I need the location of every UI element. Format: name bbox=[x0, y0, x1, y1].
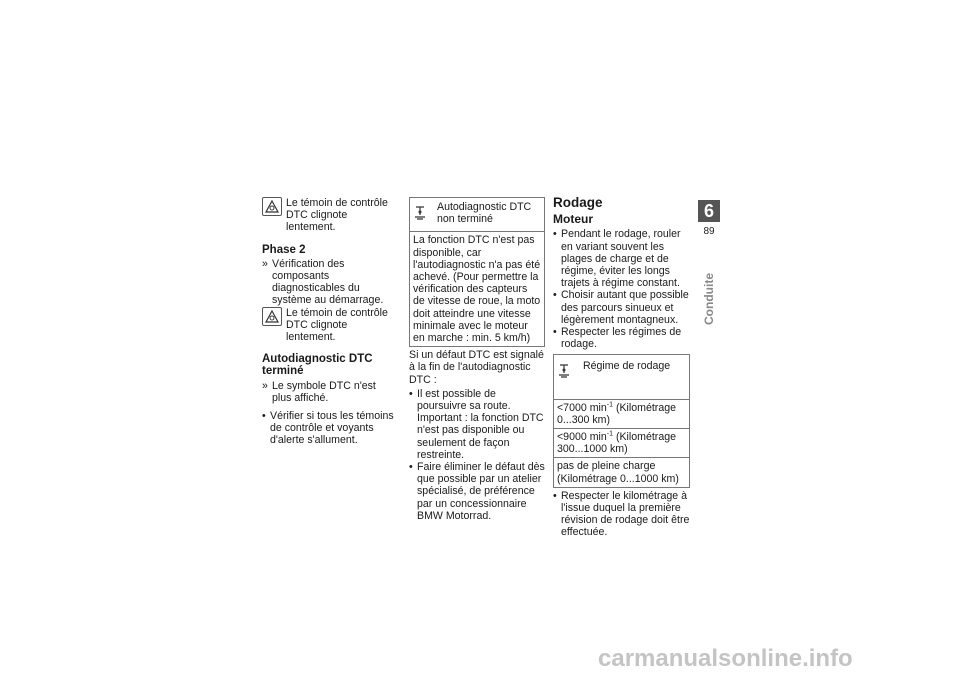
table-header-row bbox=[410, 198, 544, 231]
autodiag-heading: Autodiagnostic DTC terminé bbox=[262, 353, 373, 378]
table-header-text: Régime de rodage bbox=[583, 360, 671, 373]
chapter-number: 6 bbox=[698, 200, 720, 222]
superscript: -1 bbox=[606, 430, 614, 438]
bullet-icon: • bbox=[409, 461, 413, 474]
gauge-icon bbox=[557, 360, 583, 382]
list-item bbox=[262, 410, 394, 447]
list-item-text: Faire éliminer le défaut dès que possible par un atelier spécialisé, de préférence par un concessionnaire BMW Motorrad. bbox=[417, 461, 545, 522]
section-title: Rodage bbox=[553, 195, 603, 210]
page-number: 89 bbox=[703, 226, 715, 237]
bullet-icon: • bbox=[553, 289, 557, 302]
table-cell-a: <9000 min bbox=[557, 431, 607, 444]
list-item bbox=[409, 461, 545, 522]
table-cell-b: (Kilométrage 300...1000 km) bbox=[557, 431, 677, 456]
list-item bbox=[553, 490, 690, 539]
table-row bbox=[554, 399, 689, 428]
list-item-text: Il est possible de poursuivre sa route. Important : la fonction DTC n'est pas disponible ou seulement de façon restreinte. bbox=[417, 387, 544, 461]
table-header-row bbox=[554, 355, 689, 398]
table-cell-a: <7000 min bbox=[557, 401, 607, 414]
warning-text: Le témoin de contrôle DTC clignote lentement. bbox=[286, 306, 388, 344]
warning-triangle-icon bbox=[262, 307, 282, 326]
list-item bbox=[553, 326, 690, 350]
result-item bbox=[262, 258, 394, 307]
paragraph: Si un défaut DTC est signalé à la fin de l'autodiagnostic DTC : bbox=[409, 349, 544, 386]
table-header-text: Autodiagnostic DTC non terminé bbox=[437, 201, 532, 226]
info-table bbox=[409, 197, 545, 347]
column-3 bbox=[553, 197, 690, 539]
bullet-icon: • bbox=[553, 228, 557, 241]
result-text: Vérification des composants diagnosticables du système au démarrage. bbox=[272, 257, 384, 307]
column-2 bbox=[409, 197, 545, 522]
watermark: carmanualsonline.info bbox=[598, 645, 853, 672]
phase-2-heading: Phase 2 bbox=[262, 243, 306, 256]
list-item bbox=[553, 289, 690, 326]
warning-note-2 bbox=[262, 307, 394, 344]
list-item-text: Vérifier si tous les témoins de contrôle et voyants d'alerte s'allument. bbox=[270, 410, 394, 447]
arrow-icon: » bbox=[262, 379, 268, 392]
bullet-icon: • bbox=[553, 326, 557, 339]
result-text: Le symbole DTC n'est plus affiché. bbox=[272, 379, 376, 404]
table-body-row: La fonction DTC n'est pas disponible, car l'autodiagnostic n'a pas été achevé. (Pour permettre la vérification des capteurs de vitesse de roue, la moto doit atteindre une vitesse minimale avec le moteur en marche : min. 5 km/h) bbox=[410, 231, 544, 346]
list-item-text: Respecter le kilométrage à l'issue duquel la première révision de rodage doit être effectuée. bbox=[561, 489, 690, 539]
warning-note-1 bbox=[262, 197, 394, 234]
superscript: -1 bbox=[606, 401, 614, 409]
table-row bbox=[554, 428, 689, 457]
list-item bbox=[553, 228, 690, 289]
list-item-text: Choisir autant que possible des parcours sinueux et légèrement montagneux. bbox=[561, 289, 689, 326]
warning-text: Le témoin de contrôle DTC clignote lentement. bbox=[286, 197, 388, 234]
list-item-text: Pendant le rodage, rouler en variant souvent les plages de charge et de régime, éviter les longs trajets à régime constant. bbox=[561, 228, 681, 290]
table-cell-b: (Kilométrage 0...300 km) bbox=[557, 401, 677, 426]
column-1 bbox=[262, 197, 394, 447]
result-item bbox=[262, 380, 394, 404]
list-item-text: Respecter les régimes de rodage. bbox=[561, 326, 682, 351]
list-item bbox=[409, 388, 545, 461]
bullet-icon: • bbox=[409, 387, 413, 400]
bullet-icon: • bbox=[262, 410, 266, 423]
arrow-icon: » bbox=[262, 257, 268, 270]
subsection-title: Moteur bbox=[553, 212, 593, 227]
gauge-icon bbox=[413, 201, 437, 225]
bullet-icon: • bbox=[553, 489, 557, 502]
warning-triangle-icon bbox=[262, 197, 282, 216]
table-row: pas de pleine charge (Kilométrage 0...1000 km) bbox=[554, 457, 689, 486]
rodage-table bbox=[553, 354, 690, 487]
chapter-label: Conduite bbox=[702, 273, 716, 325]
